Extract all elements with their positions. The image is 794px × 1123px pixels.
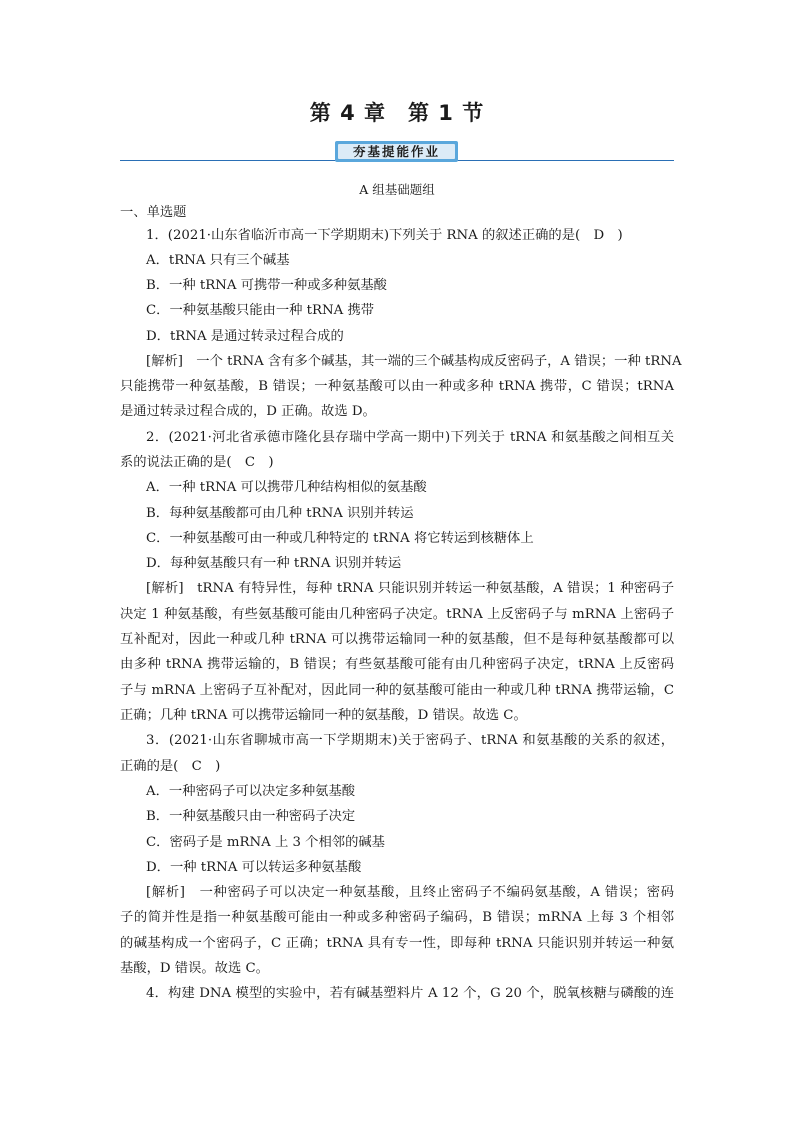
question-1-option-c: C．一种氨基酸只能由一种 tRNA 携带 <box>146 303 375 318</box>
question-2-option-b: B．每种氨基酸都可由几种 tRNA 识别并转运 <box>146 506 414 521</box>
page-title: 第 4 章 第 1 节 <box>309 101 485 125</box>
section-title: 一、单选题 <box>120 205 187 220</box>
question-1-stem: 1．(2021·山东省临沂市高一下学期期末)下列关于 RNA 的叙述正确的是( D ) <box>146 228 623 243</box>
question-1-analysis-line: [解析] 一个 tRNA 含有多个碱基，其一端的三个碱基构成反密码子，A 错误；一种 tRNA <box>146 354 682 369</box>
question-2-analysis-line: 子与 mRNA 上密码子互补配对，因此同一种的氨基酸可能由一种或几种 tRNA 携带运输，C <box>120 683 674 698</box>
question-2-analysis-line: 决定 1 种氨基酸，有些氨基酸可能由几种密码子决定。tRNA 上反密码子与 mRNA 上密码子 <box>120 607 674 622</box>
section-badge <box>335 141 458 162</box>
question-2-analysis-line: 正确；几种 tRNA 可以携带运输同一种的氨基酸，D 错误。故选 C。 <box>120 708 527 723</box>
question-1-analysis-line: 是通过转录过程合成的，D 正确。故选 D。 <box>120 404 376 419</box>
section-badge-label: 夯基提能作业 <box>338 144 455 159</box>
question-1-option-a: A．tRNA 只有三个碱基 <box>146 253 290 268</box>
question-1-analysis-line: 只能携带一种氨基酸，B 错误；一种氨基酸可以由一种或多种 tRNA 携带，C 错误；tRNA <box>120 379 674 394</box>
question-4-stem: 4．构建 DNA 模型的实验中，若有碱基塑料片 A 12 个，G 20 个，脱氧核糖与磷酸的连 <box>146 986 674 1001</box>
question-3-analysis-line: 基酸，D 错误。故选 C。 <box>120 961 269 976</box>
group-title: A 组基础题组 <box>359 182 435 197</box>
question-2-analysis-line: 互补配对，因此一种或几种 tRNA 可以携带运输同一种的氨基酸，但不是每种氨基酸都可以 <box>120 632 674 647</box>
question-1-option-d: D．tRNA 是通过转录过程合成的 <box>146 329 344 344</box>
question-3-analysis-line: [解析] 一种密码子可以决定一种氨基酸，且终止密码子不编码氨基酸，A 错误；密码 <box>146 885 674 900</box>
question-3-option-c: C．密码子是 mRNA 上 3 个相邻的碱基 <box>146 835 385 850</box>
question-2-analysis-line: [解析] tRNA 有特异性，每种 tRNA 只能识别并转运一种氨基酸，A 错误；1 种密码子 <box>146 581 674 596</box>
question-2-stem: 系的说法正确的是( C ) <box>120 455 274 470</box>
question-1-option-b: B．一种 tRNA 可携带一种或多种氨基酸 <box>146 278 387 293</box>
question-2-option-a: A．一种 tRNA 可以携带几种结构相似的氨基酸 <box>146 480 427 495</box>
question-2-option-d: D．每种氨基酸只有一种 tRNA 识别并转运 <box>146 556 402 571</box>
question-3-option-d: D．一种 tRNA 可以转运多种氨基酸 <box>146 860 362 875</box>
question-2-stem: 2．(2021·河北省承德市隆化县存瑞中学高一期中)下列关于 tRNA 和氨基酸之间相互关 <box>146 430 674 445</box>
question-3-analysis-line: 的碱基构成一个密码子，C 正确；tRNA 具有专一性，即每种 tRNA 只能识别并转运一种氨 <box>120 936 674 951</box>
question-3-option-b: B．一种氨基酸只由一种密码子决定 <box>146 809 356 824</box>
question-2-option-c: C．一种氨基酸可由一种或几种特定的 tRNA 将它转运到核糖体上 <box>146 531 534 546</box>
question-2-analysis-line: 由多种 tRNA 携带运输的，B 错误；有些氨基酸可能有由几种密码子决定，tRNA 上反密码 <box>120 657 674 672</box>
question-3-stem: 3．(2021·山东省聊城市高一下学期期末)关于密码子、tRNA 和氨基酸的关系的叙述， <box>146 733 674 748</box>
question-3-option-a: A．一种密码子可以决定多种氨基酸 <box>146 784 356 799</box>
question-3-stem: 正确的是( C ) <box>120 759 221 774</box>
question-3-analysis-line: 子的简并性是指一种氨基酸可能由一种或多种密码子编码，B 错误；mRNA 上每 3 个相邻 <box>120 910 674 925</box>
